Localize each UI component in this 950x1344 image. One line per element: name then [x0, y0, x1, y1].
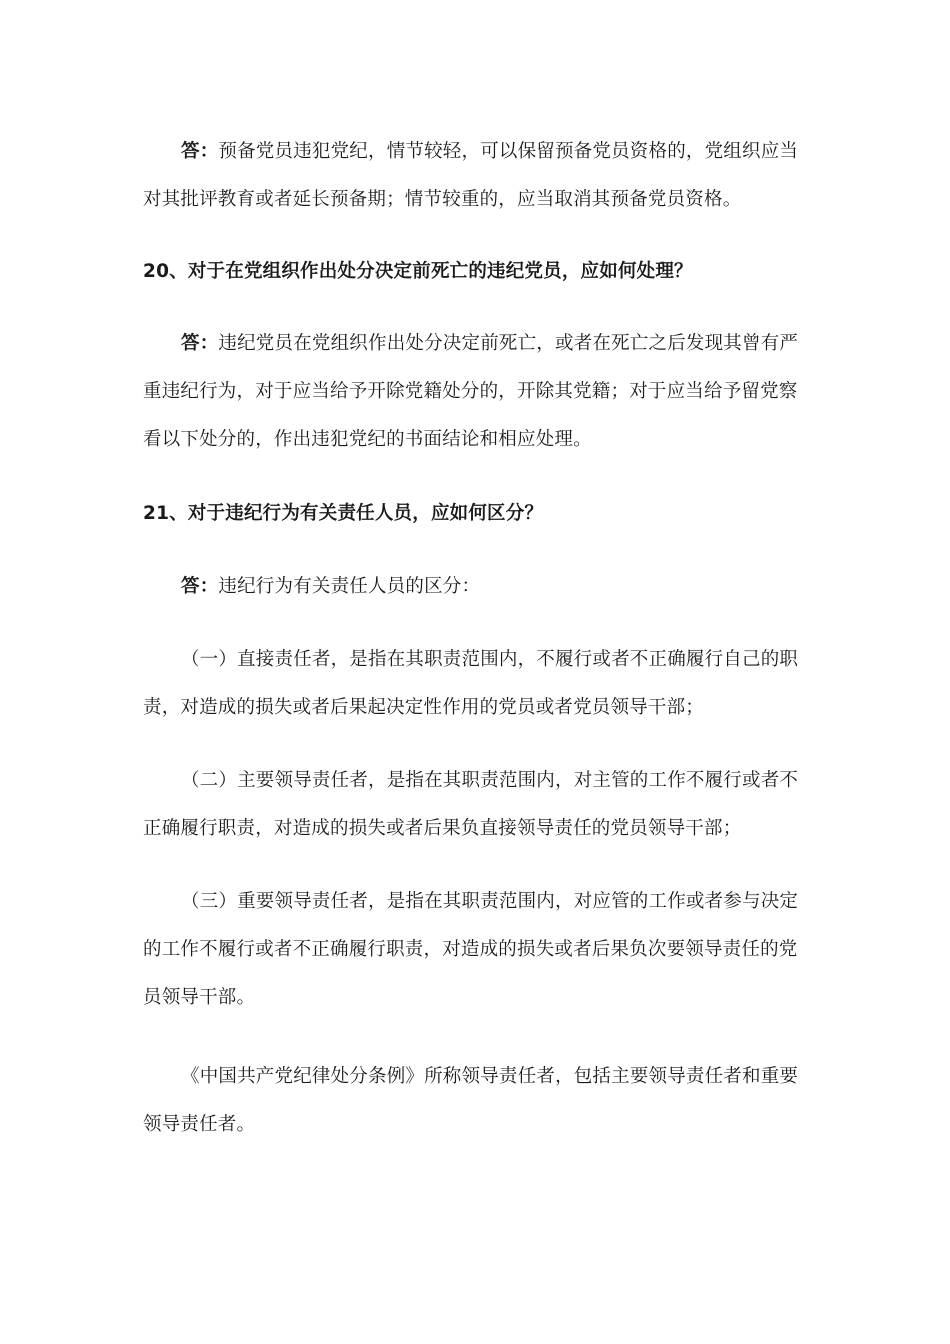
- answer-20: [143, 320, 803, 464]
- answer-21-intro: [143, 563, 803, 611]
- answer-19-text: 预备党员违犯党纪，情节较轻，可以保留预备党员资格的，党组织应当对其批评教育或者延长预备期；情节较重的，应当取消其预备党员资格。: [143, 141, 799, 210]
- question-21: 21、对于违纪行为有关责任人员，应如何区分？: [143, 503, 544, 524]
- question-20: 20、对于在党组织作出处分决定前死亡的违纪党员，应如何处理？: [143, 261, 693, 282]
- answer-label: 答：: [181, 333, 219, 354]
- closing-paragraph: 《中国共产党纪律处分条例》所称领导责任者，包括主要领导责任者和重要领导责任者。: [143, 1066, 799, 1135]
- answer-21-intro-text: 违纪行为有关责任人员的区分：: [218, 576, 481, 597]
- answer-20-text: 违纪党员在党组织作出处分决定前死亡，或者在死亡之后发现其曾有严重违纪行为，对于应当给予开除党籍处分的，开除其党籍；对于应当给予留党察看以下处分的，作出违犯党纪的书面结论和相应处理。: [143, 333, 799, 450]
- answer-label: 答：: [181, 141, 219, 162]
- list-item-3: （三）重要领导责任者，是指在其职责范围内，对应管的工作或者参与决定的工作不履行或者不正确履行职责，对造成的损失或者后果负次要领导责任的党员领导干部。: [143, 891, 799, 1008]
- answer-label: 答：: [181, 576, 219, 597]
- list-item-1: （一）直接责任者，是指在其职责范围内，不履行或者不正确履行自己的职责，对造成的损失或者后果起决定性作用的党员或者党员领导干部；: [143, 649, 799, 718]
- list-item-2: （二）主要领导责任者，是指在其职责范围内，对主管的工作不履行或者不正确履行职责，对造成的损失或者后果负直接领导责任的党员领导干部；: [143, 770, 799, 839]
- answer-19: [143, 128, 803, 224]
